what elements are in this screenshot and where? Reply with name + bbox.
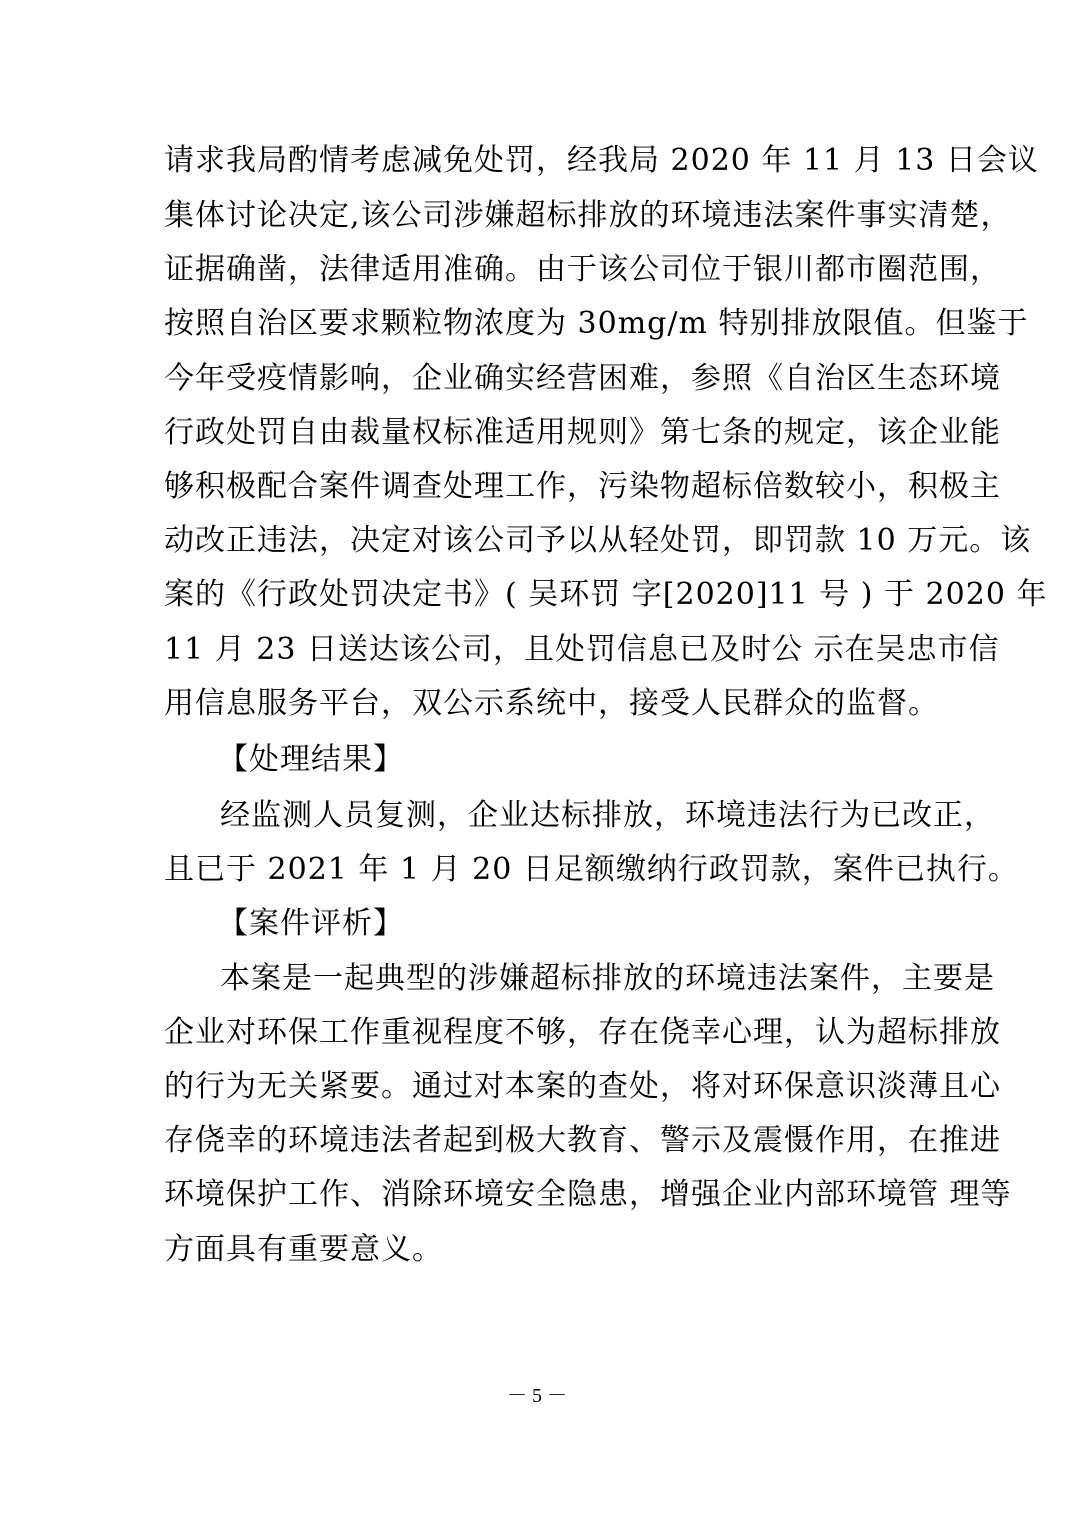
paragraph-line: 动改正违法，决定对该公司予以从轻处罚，即罚款 10 万元。该: [164, 523, 1032, 558]
paragraph-line: 本案是一起典型的涉嫌超标排放的环境违法案件，主要是: [220, 961, 995, 996]
paragraph-line: 的行为无关紧要。通过对本案的查处，将对环保意识淡薄且心: [164, 1069, 1001, 1104]
paragraph-line: 经监测人员复测，企业达标排放，环境违法行为已改正，: [220, 798, 995, 833]
section-heading-analysis: 【案件评析】: [218, 906, 404, 941]
paragraph-line: 按照自治区要求颗粒物浓度为 30mg/m 特别排放限值。但鉴于: [164, 306, 1029, 341]
paragraph-line: 今年受疫情影响，企业确实经营困难，参照《自治区生态环境: [164, 361, 1001, 396]
paragraph-line: 案的《行政处罚决定书》( 吴环罚 字[2020]11 号 ) 于 2020 年: [164, 577, 1048, 612]
paragraph-line: 且已于 2021 年 1 月 20 日足额缴纳行政罚款，案件已执行。: [164, 852, 1019, 887]
paragraph-line: 行政处罚自由裁量权标准适用规则》第七条的规定，该企业能: [164, 415, 1001, 450]
page-number: － 5 －: [507, 1385, 567, 1407]
paragraph-line: 11 月 23 日送达该公司，且处罚信息已及时公 示在吴忠市信: [164, 632, 1000, 667]
paragraph-line: 环境保护工作、消除环境安全隐患，增强企业内部环境管 理等: [164, 1177, 1012, 1212]
paragraph-line: 用信息服务平台，双公示系统中，接受人民群众的监督。: [164, 686, 939, 721]
paragraph-line: 够积极配合案件调查处理工作，污染物超标倍数较小，积极主: [164, 469, 1001, 504]
paragraph-line: 证据确凿，法律适用准确。由于该公司位于银川都市圈范围，: [164, 252, 1001, 287]
section-heading-result: 【处理结果】: [218, 742, 404, 777]
paragraph-line: 集体讨论决定,该公司涉嫌超标排放的环境违法案件事实清楚，: [164, 198, 1012, 233]
paragraph-line: 方面具有重要意义。: [164, 1232, 443, 1267]
paragraph-line: 请求我局酌情考虑减免处罚，经我局 2020 年 11 月 13 日会议: [164, 143, 1039, 178]
paragraph-line: 存侥幸的环境违法者起到极大教育、警示及震慑作用，在推进: [164, 1123, 1001, 1158]
paragraph-line: 企业对环保工作重视程度不够，存在侥幸心理，认为超标排放: [164, 1015, 1001, 1050]
